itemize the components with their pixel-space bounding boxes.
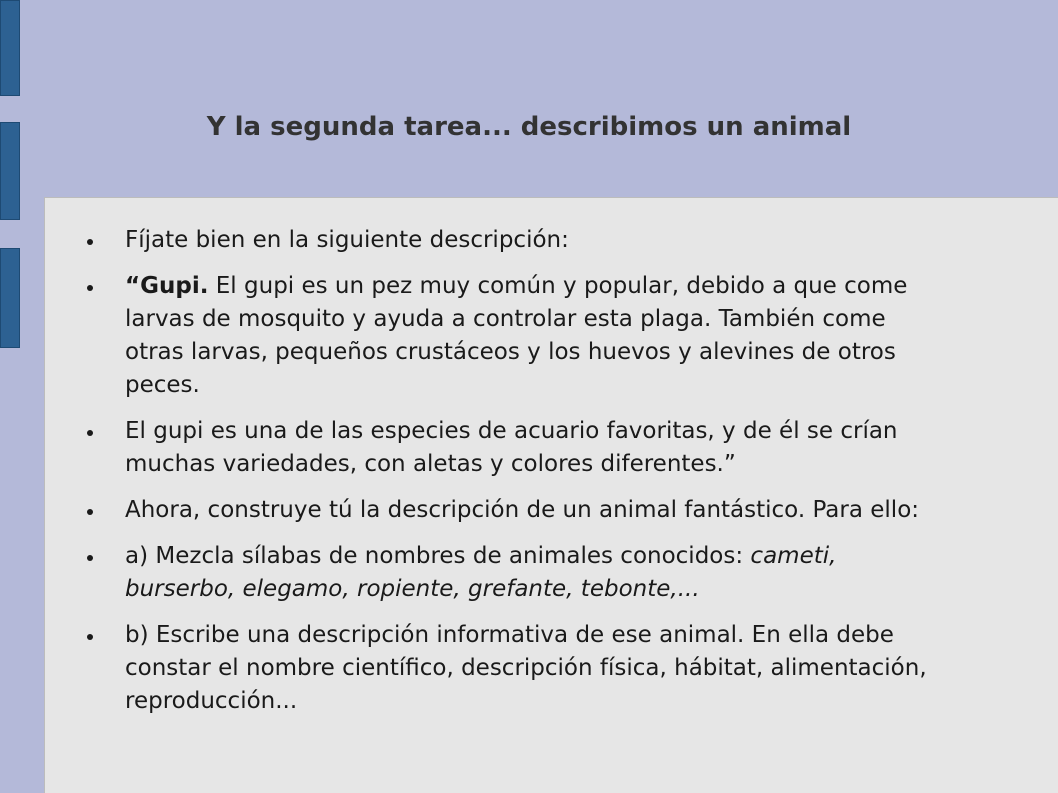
bullet-text: b) Escribe una descripción informativa de ese animal. En ella debe constar el nombre científico, descripción física, hábitat, alimentación, reproducción... [125, 622, 927, 714]
decorative-side-bar [0, 0, 20, 96]
bullet-italic-text: cameti, burserbo, elegamo, ropiente, grefante, tebonte,... [125, 543, 837, 602]
content-box [44, 197, 1058, 793]
bullet-text: El gupi es una de las especies de acuario favoritas, y de él se crían muchas variedades, con aletas y colores diferentes.” [125, 418, 898, 477]
bullet-item [85, 494, 935, 527]
bullet-item [85, 270, 935, 402]
bullet-item [85, 540, 935, 606]
bullet-text: El gupi es un pez muy común y popular, debido a que come larvas de mosquito y ayuda a controlar esta plaga. También come otras larvas, pequeños crustáceos y los huevos y alevines de otros peces. [125, 273, 908, 398]
bullet-text: Fíjate bien en la siguiente descripción: [125, 227, 569, 253]
bullet-icon [87, 509, 93, 515]
slide-title: Y la segunda tarea... describimos un animal [206, 112, 852, 142]
bullet-item [85, 415, 935, 481]
bullet-item [85, 619, 935, 718]
decorative-side-bar [0, 248, 20, 348]
bullet-icon [87, 555, 93, 561]
bullet-icon [87, 239, 93, 245]
bullet-icon [87, 285, 93, 291]
bullet-bold-text: “Gupi. [125, 273, 209, 299]
bullet-icon [87, 430, 93, 436]
bullet-list [85, 224, 935, 731]
bullet-text: Ahora, construye tú la descripción de un animal fantástico. Para ello: [125, 497, 920, 523]
bullet-text: a) Mezcla sílabas de nombres de animales conocidos: [125, 543, 751, 569]
bullet-item [85, 224, 935, 257]
bullet-icon [87, 634, 93, 640]
